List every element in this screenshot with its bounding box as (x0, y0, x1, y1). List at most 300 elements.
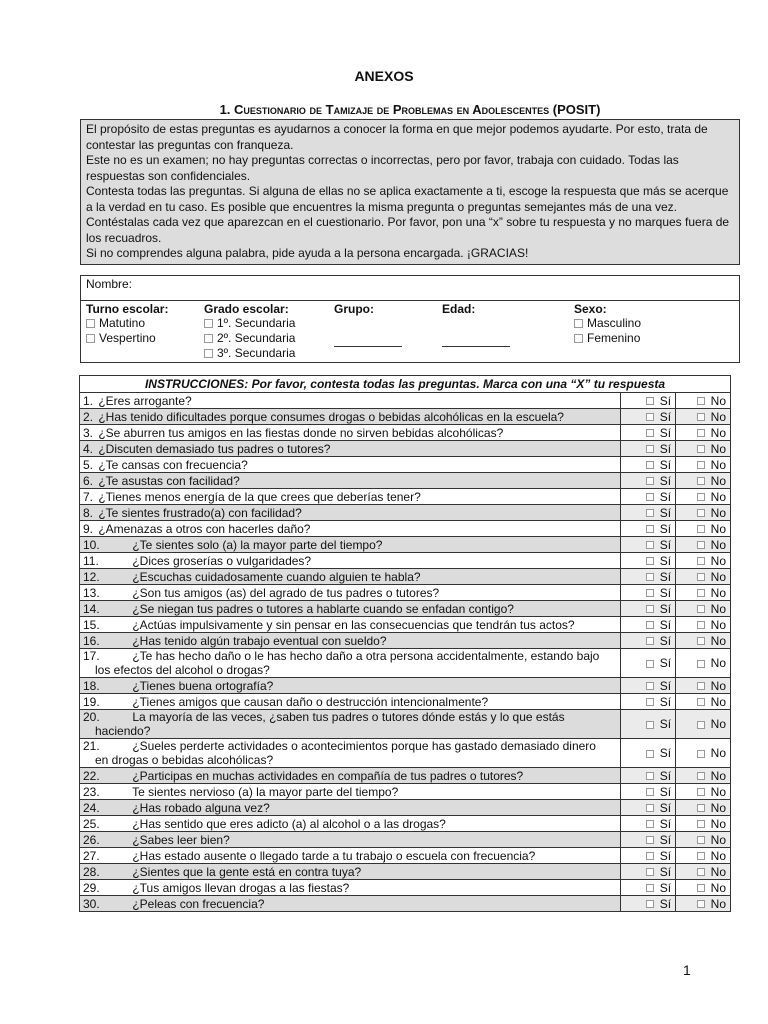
checkbox-icon[interactable] (697, 772, 705, 780)
checkbox-icon[interactable] (697, 852, 705, 860)
yes-label: Sí (659, 896, 672, 911)
checkbox-icon[interactable] (204, 334, 213, 343)
question-number: 10. (83, 537, 100, 552)
answer-yes[interactable] (621, 832, 676, 848)
no-label: No (710, 880, 726, 895)
answer-yes[interactable] (621, 864, 676, 880)
checkbox-icon[interactable] (697, 397, 705, 405)
yes-label: Sí (659, 521, 672, 536)
question-number: 13. (83, 585, 100, 600)
question-row (80, 633, 731, 649)
grado-option-3[interactable]: 3º. Secundaria (204, 346, 324, 361)
question-number: 4. (83, 441, 94, 456)
question-text: La mayoría de las veces, ¿saben tus padres o tutores dónde estás y lo que estás (132, 710, 565, 724)
answer-yes[interactable] (621, 678, 676, 694)
no-label: No (710, 473, 726, 488)
question-cell (80, 768, 621, 784)
checkbox-icon[interactable] (697, 461, 705, 469)
answer-no[interactable] (676, 393, 731, 409)
checkbox-icon[interactable] (646, 750, 654, 758)
yes-label: Sí (659, 633, 672, 648)
question-cell (80, 537, 621, 553)
questions-table (79, 375, 731, 912)
question-text: ¿Son tus amigos (as) del agrado de tus padres o tutores? (132, 585, 440, 600)
answer-no[interactable] (676, 553, 731, 569)
grado-option-1[interactable]: 1º. Secundaria (204, 316, 324, 331)
checkbox-icon[interactable] (86, 319, 95, 328)
question-number: 3. (83, 425, 94, 440)
yes-label: Sí (659, 678, 672, 693)
checkbox-icon[interactable] (697, 509, 705, 517)
yes-label: Sí (659, 601, 672, 616)
checkbox-icon[interactable] (697, 573, 705, 581)
question-text: ¿Has tenido algún trabajo eventual con sueldo? (132, 633, 387, 648)
instructions-header: INSTRUCCIONES: Por favor, contesta todas las preguntas. Marca con una “X” tu respuesta (80, 376, 731, 393)
checkbox-icon[interactable] (697, 637, 705, 645)
answer-no[interactable] (676, 601, 731, 617)
checkbox-icon[interactable] (646, 493, 654, 501)
answer-no[interactable] (676, 896, 731, 912)
question-cell (80, 601, 621, 617)
question-text: ¿Amenazas a otros con hacerles daño? (98, 521, 311, 536)
question-row (80, 649, 731, 678)
answer-yes[interactable] (621, 633, 676, 649)
checkbox-icon[interactable] (697, 660, 705, 668)
checkbox-icon[interactable] (697, 682, 705, 690)
no-label: No (710, 505, 726, 520)
question-row (80, 832, 731, 848)
checkbox-icon[interactable] (646, 900, 654, 908)
answer-yes[interactable] (621, 505, 676, 521)
answer-no[interactable] (676, 537, 731, 553)
checkbox-icon[interactable] (646, 509, 654, 517)
question-cell (80, 800, 621, 816)
answer-yes[interactable] (621, 441, 676, 457)
question-row (80, 880, 731, 896)
no-label: No (710, 569, 726, 584)
question-cell (80, 694, 621, 710)
sexo-option-femenino[interactable]: Femenino (574, 331, 734, 346)
answer-yes[interactable] (621, 848, 676, 864)
no-label: No (710, 678, 726, 693)
answer-yes[interactable] (621, 710, 676, 739)
checkbox-icon[interactable] (697, 445, 705, 453)
question-cell (80, 896, 621, 912)
checkbox-icon[interactable] (646, 397, 654, 405)
checkbox-icon[interactable] (697, 836, 705, 844)
checkbox-icon[interactable] (646, 541, 654, 549)
yes-label: Sí (659, 553, 672, 568)
question-number: 26. (83, 832, 100, 847)
page-title: ANEXOS (354, 68, 414, 84)
answer-no[interactable] (676, 425, 731, 441)
yes-label: Sí (659, 393, 672, 408)
yes-label: Sí (659, 569, 672, 584)
question-row (80, 425, 731, 441)
no-label: No (710, 585, 726, 600)
no-label: No (710, 633, 726, 648)
checkbox-icon[interactable] (646, 884, 654, 892)
yes-label: Sí (659, 784, 672, 799)
answer-yes[interactable] (621, 425, 676, 441)
question-cell (80, 633, 621, 649)
question-row (80, 441, 731, 457)
no-label: No (710, 537, 726, 552)
question-text: Te sientes nervioso (a) la mayor parte del tiempo? (132, 784, 399, 799)
question-cell (80, 832, 621, 848)
answer-yes[interactable] (621, 784, 676, 800)
answer-no[interactable] (676, 649, 731, 678)
question-cell (80, 784, 621, 800)
answer-yes[interactable] (621, 768, 676, 784)
checkbox-icon[interactable] (697, 557, 705, 565)
question-text: ¿Te cansas con frecuencia? (98, 457, 248, 472)
answer-no[interactable] (676, 473, 731, 489)
no-label: No (710, 393, 726, 408)
answer-yes[interactable] (621, 739, 676, 768)
question-text-cont: haciendo? (95, 724, 151, 738)
question-text: ¿Discuten demasiado tus padres o tutores? (98, 441, 331, 456)
answer-yes[interactable] (621, 800, 676, 816)
checkbox-icon[interactable] (697, 429, 705, 437)
question-number: 30. (83, 896, 100, 911)
answer-no[interactable] (676, 569, 731, 585)
question-row (80, 816, 731, 832)
no-label: No (710, 553, 726, 568)
no-label: No (710, 694, 726, 709)
answer-yes[interactable] (621, 521, 676, 537)
checkbox-icon[interactable] (697, 884, 705, 892)
yes-label: Sí (659, 585, 672, 600)
grupo-field (329, 301, 437, 363)
no-label: No (710, 457, 726, 472)
checkbox-icon[interactable] (697, 804, 705, 812)
checkbox-icon[interactable] (646, 772, 654, 780)
no-label: No (710, 409, 726, 424)
question-number: 18. (83, 678, 100, 693)
checkbox-icon[interactable] (646, 820, 654, 828)
question-row (80, 473, 731, 489)
yes-label: Sí (659, 848, 672, 863)
answer-yes[interactable] (621, 473, 676, 489)
checkbox-icon[interactable] (646, 852, 654, 860)
yes-label: Sí (659, 537, 672, 552)
question-text: ¿Has robado alguna vez? (132, 800, 270, 815)
question-number: 19. (83, 694, 100, 709)
answer-yes[interactable] (621, 617, 676, 633)
question-number: 1. (83, 393, 94, 408)
checkbox-icon[interactable] (697, 525, 705, 533)
checkbox-icon[interactable] (646, 525, 654, 533)
intro-box (80, 119, 740, 265)
checkbox-icon[interactable] (574, 319, 583, 328)
no-label: No (710, 800, 726, 815)
checkbox-icon[interactable] (646, 637, 654, 645)
answer-no[interactable] (676, 848, 731, 864)
sexo-option-masculino[interactable]: Masculino (574, 316, 734, 331)
question-text: ¿Te asustas con facilidad? (98, 473, 240, 488)
answer-no[interactable] (676, 409, 731, 425)
yes-label: Sí (659, 694, 672, 709)
answer-yes[interactable] (621, 816, 676, 832)
checkbox-icon[interactable] (697, 698, 705, 706)
checkbox-icon[interactable] (646, 461, 654, 469)
checkbox-icon[interactable] (697, 621, 705, 629)
question-row (80, 617, 731, 633)
question-cell (80, 710, 621, 739)
question-number: 25. (83, 816, 100, 831)
name-label: Nombre: (86, 277, 133, 291)
answer-yes[interactable] (621, 694, 676, 710)
question-row (80, 739, 731, 768)
no-label: No (710, 601, 726, 616)
question-row (80, 896, 731, 912)
question-row (80, 505, 731, 521)
question-row (80, 601, 731, 617)
no-label: No (710, 784, 726, 799)
question-text-cont: los efectos del alcohol o drogas? (95, 663, 270, 677)
answer-yes[interactable] (621, 553, 676, 569)
checkbox-icon[interactable] (697, 868, 705, 876)
answer-no[interactable] (676, 880, 731, 896)
question-number: 5. (83, 457, 94, 472)
grado-option-2[interactable]: 2º. Secundaria (204, 331, 324, 346)
answer-yes[interactable] (621, 585, 676, 601)
yes-label: Sí (659, 746, 672, 760)
checkbox-icon[interactable] (646, 804, 654, 812)
question-text: ¿Tus amigos llevan drogas a las fiestas? (132, 880, 350, 895)
grupo-label: Grupo: (334, 302, 374, 316)
answer-no[interactable] (676, 633, 731, 649)
checkbox-icon[interactable] (646, 682, 654, 690)
checkbox-icon[interactable] (574, 334, 583, 343)
question-row (80, 800, 731, 816)
answer-yes[interactable] (621, 409, 676, 425)
checkbox-icon[interactable] (697, 493, 705, 501)
edad-field (437, 301, 569, 363)
edad-label: Edad: (442, 302, 476, 316)
checkbox-icon[interactable] (697, 413, 705, 421)
checkbox-icon[interactable] (697, 477, 705, 485)
answer-no[interactable] (676, 585, 731, 601)
answer-no[interactable] (676, 710, 731, 739)
checkbox-icon[interactable] (697, 820, 705, 828)
question-cell (80, 864, 621, 880)
yes-label: Sí (659, 864, 672, 879)
question-cell (80, 617, 621, 633)
grupo-input-line[interactable] (334, 316, 402, 347)
checkbox-icon[interactable] (646, 429, 654, 437)
answer-yes[interactable] (621, 457, 676, 473)
answer-no[interactable] (676, 505, 731, 521)
question-text: ¿Te sientes solo (a) la mayor parte del tiempo? (132, 537, 383, 552)
checkbox-icon[interactable] (646, 721, 654, 729)
yes-label: Sí (659, 816, 672, 831)
question-cell (80, 816, 621, 832)
answer-no[interactable] (676, 864, 731, 880)
turno-field (81, 301, 200, 363)
yes-label: Sí (659, 457, 672, 472)
question-cell (80, 880, 621, 896)
answer-yes[interactable] (621, 393, 676, 409)
question-text: ¿Tienes amigos que causan daño o destrucción intencionalmente? (132, 694, 489, 709)
yes-label: Sí (659, 617, 672, 632)
no-label: No (710, 746, 726, 760)
answer-yes[interactable] (621, 601, 676, 617)
checkbox-icon[interactable] (646, 477, 654, 485)
question-text: ¿Has estado ausente o llegado tarde a tu trabajo o escuela con frecuencia? (132, 848, 536, 863)
checkbox-icon[interactable] (646, 868, 654, 876)
question-row (80, 409, 731, 425)
yes-label: Sí (659, 832, 672, 847)
intro-paragraph: El propósito de estas preguntas es ayudarnos a conocer la forma en que mejor podemos ayudarte. Por esto, trata de contestar las preguntas con franqueza. (86, 122, 708, 152)
question-cell (80, 425, 621, 441)
answer-yes[interactable] (621, 489, 676, 505)
checkbox-icon[interactable] (697, 750, 705, 758)
question-number: 27. (83, 848, 100, 863)
answer-no[interactable] (676, 678, 731, 694)
name-field[interactable] (81, 276, 740, 301)
question-cell (80, 441, 621, 457)
checkbox-icon[interactable] (646, 589, 654, 597)
sexo-field (569, 301, 740, 363)
question-row (80, 864, 731, 880)
yes-label: Sí (659, 489, 672, 504)
question-number: 23. (83, 784, 100, 799)
grado-field (199, 301, 329, 363)
checkbox-icon[interactable] (646, 698, 654, 706)
answer-no[interactable] (676, 832, 731, 848)
question-number: 16. (83, 633, 100, 648)
yes-label: Sí (659, 409, 672, 424)
checkbox-icon[interactable] (204, 319, 213, 328)
question-text: ¿Participas en muchas actividades en compañía de tus padres o tutores? (132, 768, 524, 783)
questionnaire-subtitle: 1. Cuestionario de Tamizaje de Problemas en Adolescentes (POSIT) (219, 102, 601, 117)
checkbox-icon[interactable] (204, 349, 213, 358)
question-row (80, 489, 731, 505)
question-cell (80, 505, 621, 521)
question-cell (80, 585, 621, 601)
no-label: No (710, 521, 726, 536)
question-text: ¿Has tenido dificultades porque consumes drogas o bebidas alcohólicas en la escuela? (98, 409, 564, 424)
checkbox-icon[interactable] (697, 589, 705, 597)
turno-option-vespertino[interactable]: Vespertino (86, 331, 194, 346)
checkbox-icon[interactable] (697, 900, 705, 908)
answer-no[interactable] (676, 768, 731, 784)
answer-yes[interactable] (621, 896, 676, 912)
checkbox-icon[interactable] (646, 788, 654, 796)
checkbox-icon[interactable] (86, 334, 95, 343)
answer-yes[interactable] (621, 537, 676, 553)
grado-label: Grado escolar: (204, 302, 289, 316)
answer-no[interactable] (676, 800, 731, 816)
answer-no[interactable] (676, 489, 731, 505)
no-label: No (710, 896, 726, 911)
checkbox-icon[interactable] (646, 660, 654, 668)
checkbox-icon[interactable] (646, 836, 654, 844)
checkbox-icon[interactable] (697, 541, 705, 549)
question-row (80, 848, 731, 864)
question-text: ¿Tienes buena ortografía? (132, 678, 274, 693)
question-cell (80, 848, 621, 864)
no-label: No (710, 816, 726, 831)
question-row (80, 678, 731, 694)
no-label: No (710, 848, 726, 863)
no-label: No (710, 864, 726, 879)
question-text: ¿Te has hecho daño o le has hecho daño a otra persona accidentalmente, estando bajo (132, 649, 600, 663)
turno-label: Turno escolar: (86, 302, 169, 316)
question-number: 12. (83, 569, 100, 584)
checkbox-icon[interactable] (697, 605, 705, 613)
question-number: 17. (83, 649, 100, 663)
answer-no[interactable] (676, 441, 731, 457)
answer-no[interactable] (676, 617, 731, 633)
edad-input-line[interactable] (442, 316, 510, 347)
question-text: ¿Tienes menos energía de la que crees que deberías tener? (98, 489, 421, 504)
checkbox-icon[interactable] (646, 445, 654, 453)
yes-label: Sí (659, 800, 672, 815)
question-row (80, 569, 731, 585)
yes-label: Sí (659, 656, 672, 670)
question-number: 21. (83, 739, 100, 753)
answer-yes[interactable] (621, 649, 676, 678)
checkbox-icon[interactable] (646, 557, 654, 565)
answer-no[interactable] (676, 784, 731, 800)
page-number: 1 (683, 962, 691, 978)
no-label: No (710, 832, 726, 847)
yes-label: Sí (659, 880, 672, 895)
question-cell (80, 489, 621, 505)
answer-no[interactable] (676, 739, 731, 768)
question-cell (80, 473, 621, 489)
question-text: ¿Escuchas cuidadosamente cuando alguien te habla? (132, 569, 421, 584)
question-number: 24. (83, 800, 100, 815)
no-label: No (710, 441, 726, 456)
answer-yes[interactable] (621, 880, 676, 896)
checkbox-icon[interactable] (646, 413, 654, 421)
question-row (80, 521, 731, 537)
question-row (80, 457, 731, 473)
question-number: 14. (83, 601, 100, 616)
question-cell (80, 553, 621, 569)
answer-no[interactable] (676, 521, 731, 537)
checkbox-icon[interactable] (646, 621, 654, 629)
question-number: 6. (83, 473, 94, 488)
checkbox-icon[interactable] (646, 573, 654, 581)
no-label: No (710, 489, 726, 504)
question-row (80, 585, 731, 601)
question-row (80, 710, 731, 739)
sexo-label: Sexo: (574, 302, 607, 316)
question-number: 2. (83, 409, 94, 424)
turno-option-matutino[interactable]: Matutino (86, 316, 194, 331)
answer-yes[interactable] (621, 569, 676, 585)
checkbox-icon[interactable] (697, 721, 705, 729)
question-cell (80, 409, 621, 425)
answer-no[interactable] (676, 816, 731, 832)
checkbox-icon[interactable] (697, 788, 705, 796)
question-row (80, 393, 731, 409)
answer-no[interactable] (676, 457, 731, 473)
question-row (80, 768, 731, 784)
question-row (80, 694, 731, 710)
answer-no[interactable] (676, 694, 731, 710)
question-text: ¿Sueles perderte actividades o acontecimientos porque has gastado demasiado dinero (132, 739, 596, 753)
checkbox-icon[interactable] (646, 605, 654, 613)
yes-label: Sí (659, 505, 672, 520)
no-label: No (710, 425, 726, 440)
yes-label: Sí (659, 473, 672, 488)
